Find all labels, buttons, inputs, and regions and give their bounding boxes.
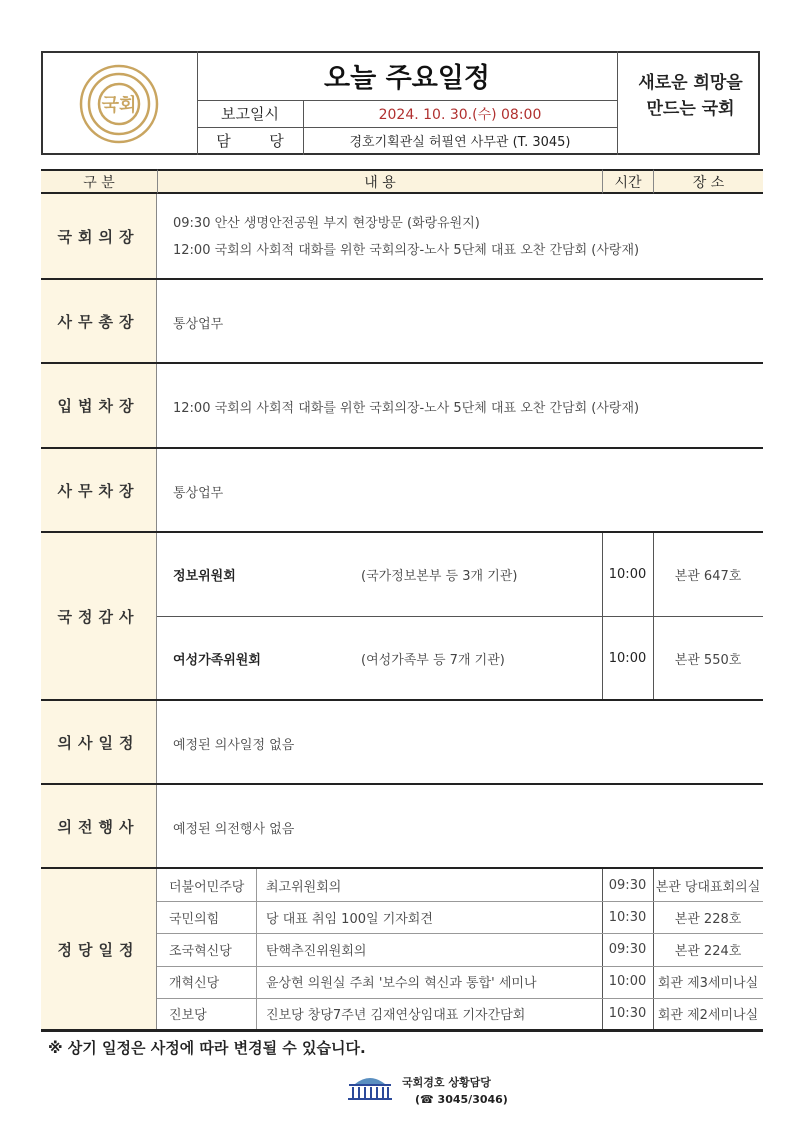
audit-place: 본관 550호: [674, 652, 742, 668]
section-label: 국정감사: [41, 533, 157, 699]
section-agenda: [41, 701, 763, 785]
schedule-line: 통상업무: [173, 486, 224, 501]
person-label: [197, 127, 303, 154]
svg-text:국회: 국회: [101, 95, 137, 116]
schedule-line: 통상업무: [173, 317, 224, 332]
section-legislative-deputy: [41, 364, 763, 449]
party-event: 탄핵추진위원회의: [266, 943, 367, 959]
party-name: 국민의힘: [169, 911, 220, 927]
party-place: 본관 224호: [674, 943, 742, 959]
schedule-line: 예정된 의전행사 없음: [173, 822, 295, 837]
schedule-line: 09:30 안산 생명안전공원 부지 현장방문 (화랑유원지): [173, 216, 480, 231]
section-label: 사무총장: [41, 280, 157, 362]
committee-detail: (국가정보본부 등 3개 기관): [361, 569, 518, 584]
audit-place: 본관 647호: [674, 569, 742, 584]
person-value: 경호기획관실 허필연 사무관 (T. 3045): [349, 135, 571, 150]
section-label: 입법차장: [41, 364, 157, 447]
assembly-seal-logo: [76, 62, 162, 146]
col-header-place: 장 소: [653, 169, 763, 194]
audit-time: 10:00: [608, 567, 647, 582]
col-header-content: 내 용: [157, 169, 602, 194]
slogan-logo: 새로운 희망을 만드는 국회: [638, 73, 743, 119]
disclaimer-note: ※ 상기 일정은 사정에 따라 변경될 수 있습니다.: [48, 1039, 366, 1057]
party-time: 09:30: [608, 941, 647, 957]
report-date-value: 2024. 10. 30.(수) 08:00: [378, 106, 542, 123]
footer-org: 국회경호 상황담당: [402, 1076, 491, 1089]
footer-phone: (☎ 3045/3046): [415, 1093, 508, 1106]
party-time: 10:30: [608, 1006, 647, 1022]
section-party: [41, 869, 763, 1032]
party-name: 진보당: [169, 1008, 207, 1024]
committee-detail: (여성가족부 등 7개 기관): [361, 652, 505, 668]
party-time: 10:30: [608, 909, 647, 925]
party-event: 당 대표 취임 100일 기자회견: [266, 911, 433, 927]
schedule-line: 12:00 국회의 사회적 대화를 위한 국회의장-노사 5단체 대표 오찬 간담회 (사랑재): [173, 243, 640, 258]
col-header-time: 시간: [602, 169, 653, 194]
party-time: 10:00: [608, 974, 647, 990]
report-date-label: 보고일시: [221, 105, 279, 123]
party-name: 더불어민주당: [169, 879, 245, 895]
audit-time: 10:00: [608, 650, 647, 666]
section-protocol: [41, 785, 763, 869]
page-title: 오늘 주요일정: [324, 63, 490, 94]
col-header-category: 구 분: [41, 169, 157, 194]
section-deputy-secretary: [41, 449, 763, 533]
section-secretary-general: [41, 280, 763, 364]
party-name: 개혁신당: [169, 976, 220, 992]
section-label: 국회의장: [41, 194, 157, 278]
person-label-b: 당: [269, 132, 284, 150]
section-label: 정당일정: [41, 869, 157, 1029]
party-event: 윤상현 의원실 주최 '보수의 혁신과 통합' 세미나: [266, 976, 537, 992]
party-time: 09:30: [608, 877, 647, 893]
section-label: 의사일정: [41, 701, 157, 783]
schedule-line: 예정된 의사일정 없음: [173, 738, 295, 753]
person-label-a: 담: [216, 132, 231, 150]
assembly-building-icon: [345, 1072, 395, 1106]
party-place: 회관 제3세미나실: [657, 976, 759, 992]
section-audit: [41, 533, 763, 701]
schedule-line: 12:00 국회의 사회적 대화를 위한 국회의장-노사 5단체 대표 오찬 간담회 (사랑재): [173, 401, 640, 416]
section-label: 의전행사: [41, 785, 157, 867]
section-speaker: [41, 194, 763, 280]
committee-name: 여성가족위원회: [173, 652, 261, 668]
party-event: 최고위원회의: [266, 879, 342, 895]
section-label: 사무차장: [41, 449, 157, 531]
party-place: 본관 228호: [674, 911, 742, 927]
party-event: 진보당 창당7주년 김재연상임대표 기자간담회: [266, 1008, 526, 1024]
committee-name: 정보위원회: [173, 569, 236, 584]
party-place: 회관 제2세미나실: [657, 1008, 759, 1024]
party-place: 본관 당대표회의실: [655, 879, 761, 895]
party-name: 조국혁신당: [169, 943, 232, 959]
